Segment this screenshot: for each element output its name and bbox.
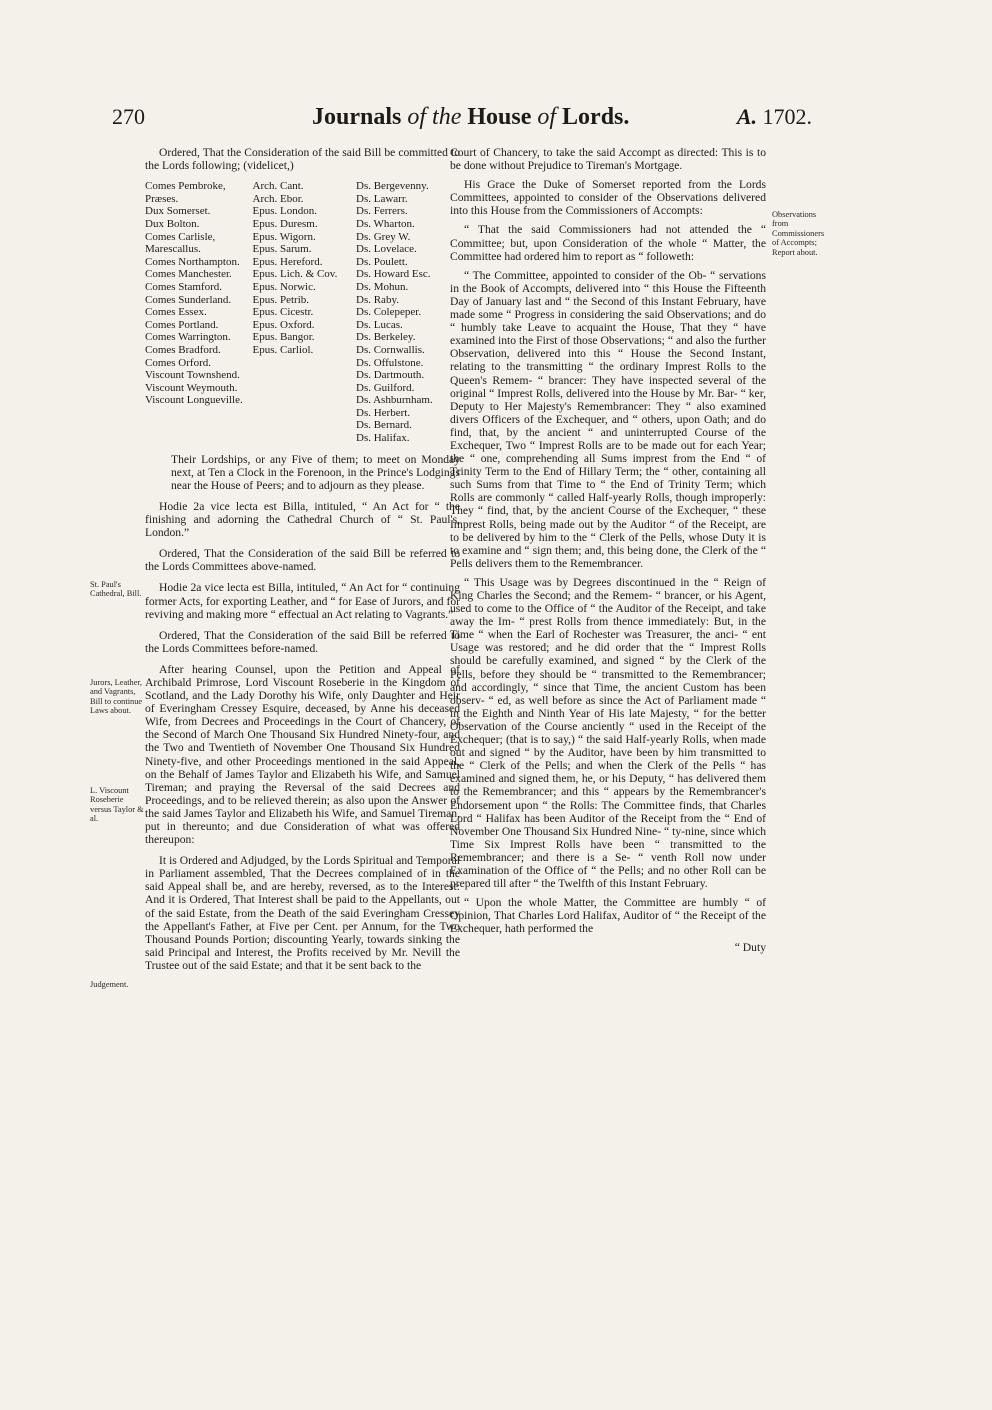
committee-member: Ds. Dartmouth. [356, 369, 425, 382]
committee-member: Ds. Bergevenny. [356, 180, 429, 193]
committee-member: Comes Sunderland. [145, 293, 232, 306]
report-intro: His Grace the Duke of Somerset reported from the Lords Committees, appointed to consider of the Observations delivered into this House from the Commissioners of Accompts: [450, 178, 766, 218]
committee-member: Comes Pembroke, [145, 180, 226, 193]
committee-member: Ds. Howard Esc. [356, 268, 431, 281]
judgement-paragraph: It is Ordered and Adjudged, by the Lords Spiritual and Temporal in Parliament assembled, That the Decrees complained of in the said Appeal shall be, and are hereby, reversed, as to the Interest: And it is Ordered, That Interest shall be paid to the Appellants, out of the said Estate, from the Death of the said Everingham Cressey the Appellant's Father, at Five per Cent. per Annum, for the Two Thousand Pounds Portion; discounting Yearly, towards sinking the said Principal and Interest, the Profits received by Mr. Nevill the Trustee out of the said Estate; and that it be sent back to the [145, 854, 460, 972]
committee-list [145, 180, 460, 444]
committee-member: Epus. Wigorn. [252, 230, 316, 243]
stpauls-ordered: Ordered, That the Consideration of the said Bill be referred to the Lords Committees above-named. [145, 547, 460, 574]
committee-member: Comes Bradford. [145, 343, 221, 356]
stpauls-reading: Hodie 2a vice lecta est Billa, intituled, “ An Act for “ the finishing and adorning the Cathedral Church of “ St. Paul's, London.” [145, 499, 460, 540]
committee-member: Ds. Lawarr. [356, 192, 408, 205]
committee-member: Arch. Cant. [252, 180, 304, 193]
committee-col-spiritual [253, 180, 349, 444]
jurors-ordered: Ordered, That the Consideration of the said Bill be referred to the Lords Committees before-named. [145, 628, 460, 655]
committee-member: Epus. Norwic. [252, 280, 316, 293]
committee-member: Viscount Longueville. [145, 394, 243, 407]
committee-member: Ds. Colepeper. [356, 306, 422, 319]
appeal-paragraph: After hearing Counsel, upon the Petition and Appeal of Archibald Primrose, Lord Viscount Roseberie in the Kingdom of Scotland, and the Lady Dorothy his Wife, only Daughter and Heir of Everingham Cressey Esquire, deceased, by Anne his deceased Wife, from Decrees and Proceedings in the Court of Chancery, of the Second of March One Thousand Six Hundred Ninety-four, and the Two and Twentieth of November One Thousand Six Hundred Ninety-five, and other Proceedings mentioned in the said Appeal, on the Behalf of James Taylor and Elizabeth his Wife, and Samuel Tireman; and praying the Reversal of the said Decrees and Proceedings, and to be relieved therein; as also upon the Answer of the said James Taylor and Elizabeth his Wife, and Samuel Tireman, put in thereunto; and due Consideration of what was offered thereupon: [145, 662, 460, 847]
chancery-continuation: Court of Chancery, to take the said Accompt as directed: This is to be done without Prejudice to Tireman's Mortgage. [450, 146, 766, 173]
committee-member: Præses. [145, 192, 179, 205]
committee-member: Ds. Guilford. [356, 381, 415, 394]
jurors-reading: Hodie 2a vice lecta est Billa, intituled, “ An Act for “ continuing former Acts, for exporting Leather, and “ for Ease of Jurors, and for reviving and making more “ effectual an Act relating to Vagrants.” [145, 581, 460, 621]
committee-member: Epus. Sarum. [252, 243, 312, 256]
committee-member: Comes Manchester. [145, 268, 232, 281]
committee-col-barons [356, 180, 460, 444]
committee-member: Ds. Grey W. [356, 230, 411, 243]
committee-member: Viscount Weymouth. [145, 381, 238, 394]
committee-member: Ds. Herbert. [356, 406, 411, 419]
left-column [145, 146, 460, 980]
committee-member: Ds. Poulett. [356, 255, 408, 268]
page-number: 270 [112, 104, 145, 129]
committee-member: Viscount Townshend. [145, 369, 240, 382]
committee-col-temporal [145, 180, 245, 444]
committee-member: Ds. Offulstone. [356, 356, 424, 369]
committee-member: Comes Warrington. [145, 331, 231, 344]
committee-member: Comes Essex. [145, 306, 207, 319]
report-quote-1: “ That the said Commissioners had not attended the “ Committee; but, upon Consideration of the whole “ Matter, the Committee had ordered him to report as “ followeth: [450, 223, 766, 263]
committee-member: Epus. Oxford. [252, 318, 315, 331]
committee-member: Ds. Ashburnham. [356, 394, 433, 407]
committee-member: Arch. Ebor. [252, 192, 304, 205]
report-quote-4: “ Upon the whole Matter, the Committee are humbly “ of Opinion, That Charles Lord Halifax, Auditor of “ the Receipt of the Exchequer, hath performed the [450, 896, 766, 936]
committee-member: Epus. London. [252, 205, 317, 218]
adjourn-paragraph: Their Lordships, or any Five of them; to meet on Monday next, at Ten a Clock in the Forenoon, in the Prince's Lodgings near the House of Peers; and to adjourn as they please. [171, 452, 460, 492]
committee-member: Ds. Lovelace. [356, 243, 417, 256]
committee-member: Marescallus. [145, 243, 201, 256]
committee-member: Ds. Raby. [356, 293, 399, 306]
committee-member: Comes Northampton. [145, 255, 240, 268]
committee-member: Comes Portland. [145, 318, 219, 331]
committee-member: Ds. Halifax. [356, 432, 410, 445]
committee-member: Ds. Mohun. [356, 280, 409, 293]
running-title: Journals of the House of Lords. [312, 104, 630, 130]
catchword: “ Duty [734, 941, 766, 955]
year-heading: A. 1702. [736, 104, 812, 129]
committee-member: Comes Orford. [145, 356, 211, 369]
committee-member: Epus. Carliol. [252, 343, 314, 356]
committee-member: Ds. Lucas. [356, 318, 403, 331]
committee-member: Epus. Lich. & Cov. [252, 268, 338, 281]
margin-note-stpauls: St. Paul's Cathedral, Bill. [90, 580, 142, 599]
committee-member: Ds. Bernard. [356, 419, 412, 432]
committee-member: Dux Somerset. [145, 205, 211, 218]
committee-member: Comes Carlisle, [145, 230, 216, 243]
committee-member: Comes Stamford. [145, 280, 222, 293]
committee-member: Epus. Duresm. [252, 217, 318, 230]
margin-note-observations: Observations from Commissioners of Accompts; Report about. [772, 210, 825, 257]
committee-member: Dux Bolton. [145, 217, 200, 230]
ordered-committee: Ordered, That the Consideration of the said Bill be committed to the Lords following; (videlicet,) [145, 146, 460, 173]
committee-member: Epus. Bangor. [252, 331, 315, 344]
committee-member: Epus. Hereford. [252, 255, 323, 268]
report-quote-3: “ This Usage was by Degrees discontinued in the “ Reign of King Charles the Second; and the Remem- “ brancer, or his Agent, used to come to the Office of “ the Auditor of the Receipt, and take away the Im- “ prest Rolls from thence immediately: But, in the Time “ when the Earl of Rochester was Treasurer, the anci- “ ent Usage was restored; and he did order that the “ Imprest Rolls should be carefully examined, and signed “ by the Clerk of the Pells, before they should be “ transmitted to the Remembrancer; and accordingly, “ since that Time, the ancient Custom has been observ- “ ed, as well before as since the Act of Parliament made “ in the Eighth and Ninth Year of His late Majesty, “ for the better Observation of the Course anciently “ used in the Receipt of the Exchequer; (that is to say,) “ the said Half-yearly Rolls, when made out and signed “ by the Auditor, have been by him transmitted to the “ Clerk of the Pells; and when the Clerk of the Pells “ has examined and signed them, he, or his Deputy, “ has delivered them to the Remembrancer; and this “ appears by the Remembrancer's Endorsement upon “ the Rolls: The Committee finds, that Charles Lord “ Halifax has been Auditor of the Receipt from the “ End of November One Thousand Six Hundred Nine- “ ty-nine, since which Time Six Imprest Rolls have been “ transmitted to the Remembrancer; and there is a Se- “ venth Roll now under Examination of the Office of “ the Pells; and no other Roll can be prepared till after “ the Twelfth of this Instant February. [450, 575, 766, 891]
committee-member: Ds. Wharton. [356, 217, 415, 230]
committee-member: Epus. Petrib. [252, 293, 310, 306]
committee-member: Ds. Berkeley. [356, 331, 416, 344]
margin-note-jurors: Jurors, Leather, and Vagrants, Bill to continue Laws about. [90, 678, 143, 716]
committee-member: Epus. Cicestr. [252, 306, 314, 319]
margin-note-judgement: Judgement. [90, 980, 129, 989]
margin-note-roseberie: L. Viscount Roseberie versus Taylor & al. [90, 786, 144, 824]
page-header [112, 104, 812, 140]
report-quote-2: “ The Committee, appointed to consider of the Ob- “ servations in the Book of Accompts, delivered into “ this House the Fifteenth Day of January last and “ the Second of this Instant February, have made some “ Progress in considering the said Observations; and do “ humbly take Leave to acquaint the House, That they “ have examined into the First of those Observations; “ and also the further Observation, delivered into this “ House the Second Instant, relating to the transmitting “ the ordinary Imprest Rolls to the Queen's Remem- “ brancer: They have inspected several of the original “ Imprest Rolls, delivered into the House by Mr. Bar- “ ker, Deputy to Her Majesty's Remembrancer: They “ also examined divers Officers of the Exchequer, and “ others, upon Oath; and do find, that, by the ancient “ and uninterrupted Course of the Exchequer, Two “ Imprest Rolls are to be made out for each Year; the “ one, comprehending all Sums imprest from the End “ of Trinity Term to the End of Hillary Term; the “ other, containing all such Sums from that Time to “ the End of Trinity Term; which Rolls are commonly “ called Half-yearly Rolls, though improperly: They “ find, that, by the ancient Course of the Exchequer, “ these Imprest Rolls, being made out by the Auditor “ of the Receipt, are to be delivered by him to the “ Clerk of the Pells, whose Duty it is to examine and “ sign them; and, this being done, the Clerk of the “ Pells delivers them to the Remembrancer. [450, 268, 766, 570]
right-column [450, 146, 766, 961]
committee-member: Ds. Cornwallis. [356, 343, 425, 356]
committee-member: Ds. Ferrers. [356, 205, 408, 218]
